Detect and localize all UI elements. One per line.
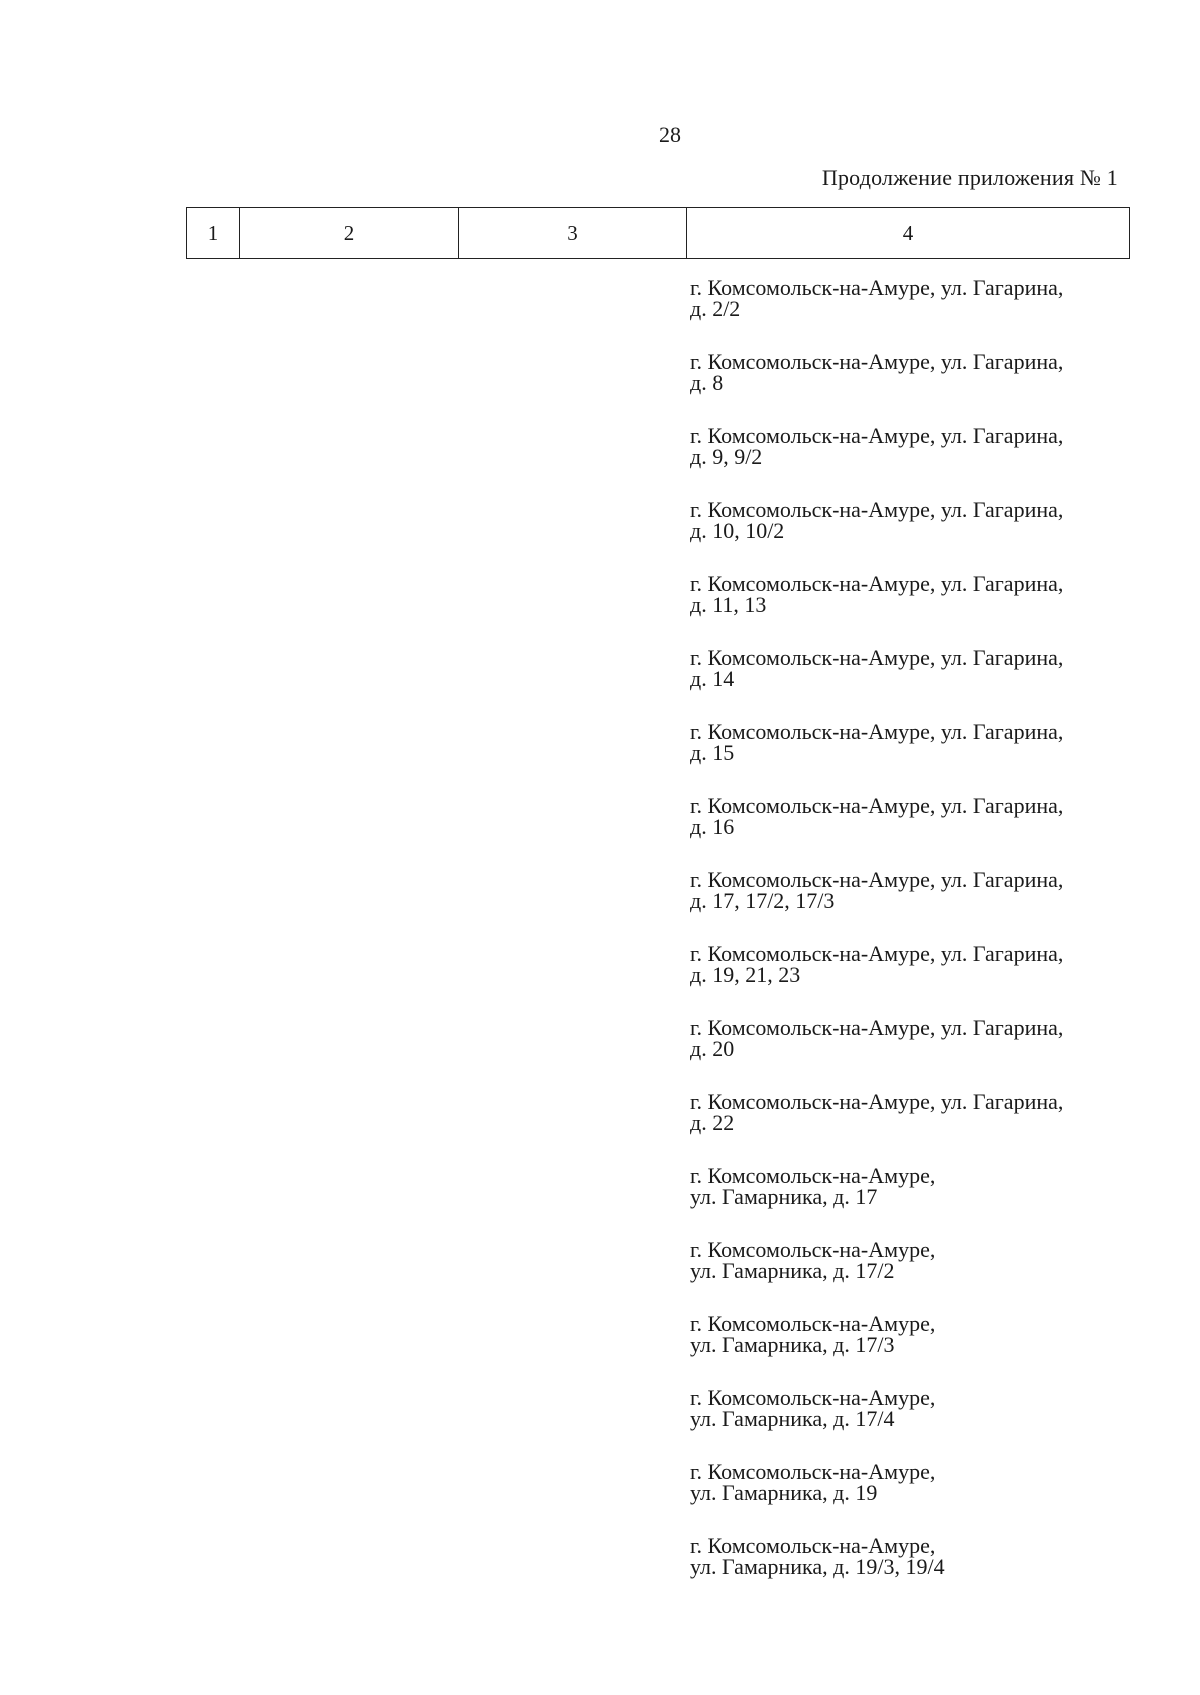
address-entry (690, 1535, 1130, 1609)
address-line-1: г. Комсомольск-на-Амуре, ул. Гагарина, (690, 423, 1064, 448)
address-line-2: д. 19, 21, 23 (690, 962, 801, 987)
continuation-label: Продолжение приложения № 1 (821, 165, 1118, 190)
address-entry (690, 869, 1130, 943)
address-line-1: г. Комсомольск-на-Амуре, ул. Гагарина, (690, 275, 1064, 300)
address-entry (690, 1239, 1130, 1313)
address-line-1: г. Комсомольск-на-Амуре, ул. Гагарина, (690, 645, 1064, 670)
address-line-1: г. Комсомольск-на-Амуре, ул. Гагарина, (690, 719, 1064, 744)
address-line-1: г. Комсомольск-на-Амуре, (690, 1533, 936, 1558)
address-line-2: д. 8 (690, 370, 724, 395)
address-entry (690, 647, 1130, 721)
address-entry (690, 351, 1130, 425)
page-number: 28 (659, 122, 681, 147)
address-line-1: г. Комсомольск-на-Амуре, ул. Гагарина, (690, 349, 1064, 374)
address-entry (690, 1017, 1130, 1091)
address-entry (690, 721, 1130, 795)
address-entry (690, 573, 1130, 647)
address-line-2: д. 16 (690, 814, 735, 839)
address-entry (690, 277, 1130, 351)
address-line-2: д. 11, 13 (690, 592, 767, 617)
address-entry (690, 425, 1130, 499)
address-line-2: д. 17, 17/2, 17/3 (690, 888, 835, 913)
address-line-2: ул. Гамарника, д. 17/3 (690, 1332, 895, 1357)
address-entry (690, 1461, 1130, 1535)
address-line-1: г. Комсомольск-на-Амуре, ул. Гагарина, (690, 867, 1064, 892)
address-line-1: г. Комсомольск-на-Амуре, (690, 1237, 936, 1262)
address-entry (690, 1387, 1130, 1461)
address-line-2: д. 15 (690, 740, 735, 765)
address-line-1: г. Комсомольск-на-Амуре, (690, 1459, 936, 1484)
column-header-2: 2 (240, 208, 459, 259)
address-line-2: ул. Гамарника, д. 17/2 (690, 1258, 895, 1283)
address-entry (690, 1091, 1130, 1165)
address-line-1: г. Комсомольск-на-Амуре, (690, 1311, 936, 1336)
address-line-2: ул. Гамарника, д. 19/3, 19/4 (690, 1554, 945, 1579)
address-line-2: д. 14 (690, 666, 735, 691)
address-line-1: г. Комсомольск-на-Амуре, (690, 1385, 936, 1410)
address-line-2: ул. Гамарника, д. 19 (690, 1480, 878, 1505)
address-line-2: д. 9, 9/2 (690, 444, 763, 469)
address-entry (690, 795, 1130, 869)
address-line-2: ул. Гамарника, д. 17 (690, 1184, 878, 1209)
address-entry (690, 499, 1130, 573)
column-header-4: 4 (687, 208, 1130, 259)
address-entry (690, 943, 1130, 1017)
address-line-2: д. 2/2 (690, 296, 741, 321)
column-header-3: 3 (459, 208, 687, 259)
address-line-1: г. Комсомольск-на-Амуре, (690, 1163, 936, 1188)
address-line-2: д. 20 (690, 1036, 735, 1061)
address-line-1: г. Комсомольск-на-Амуре, ул. Гагарина, (690, 497, 1064, 522)
address-line-2: д. 22 (690, 1110, 735, 1135)
address-line-2: д. 10, 10/2 (690, 518, 785, 543)
address-list (690, 277, 1130, 1609)
address-entry (690, 1165, 1130, 1239)
address-line-1: г. Комсомольск-на-Амуре, ул. Гагарина, (690, 571, 1064, 596)
address-line-1: г. Комсомольск-на-Амуре, ул. Гагарина, (690, 793, 1064, 818)
address-line-1: г. Комсомольск-на-Амуре, ул. Гагарина, (690, 941, 1064, 966)
address-line-2: ул. Гамарника, д. 17/4 (690, 1406, 895, 1431)
table-row (187, 208, 1130, 259)
column-number-header (186, 207, 1130, 259)
column-header-1: 1 (187, 208, 240, 259)
address-line-1: г. Комсомольск-на-Амуре, ул. Гагарина, (690, 1089, 1064, 1114)
address-entry (690, 1313, 1130, 1387)
address-line-1: г. Комсомольск-на-Амуре, ул. Гагарина, (690, 1015, 1064, 1040)
